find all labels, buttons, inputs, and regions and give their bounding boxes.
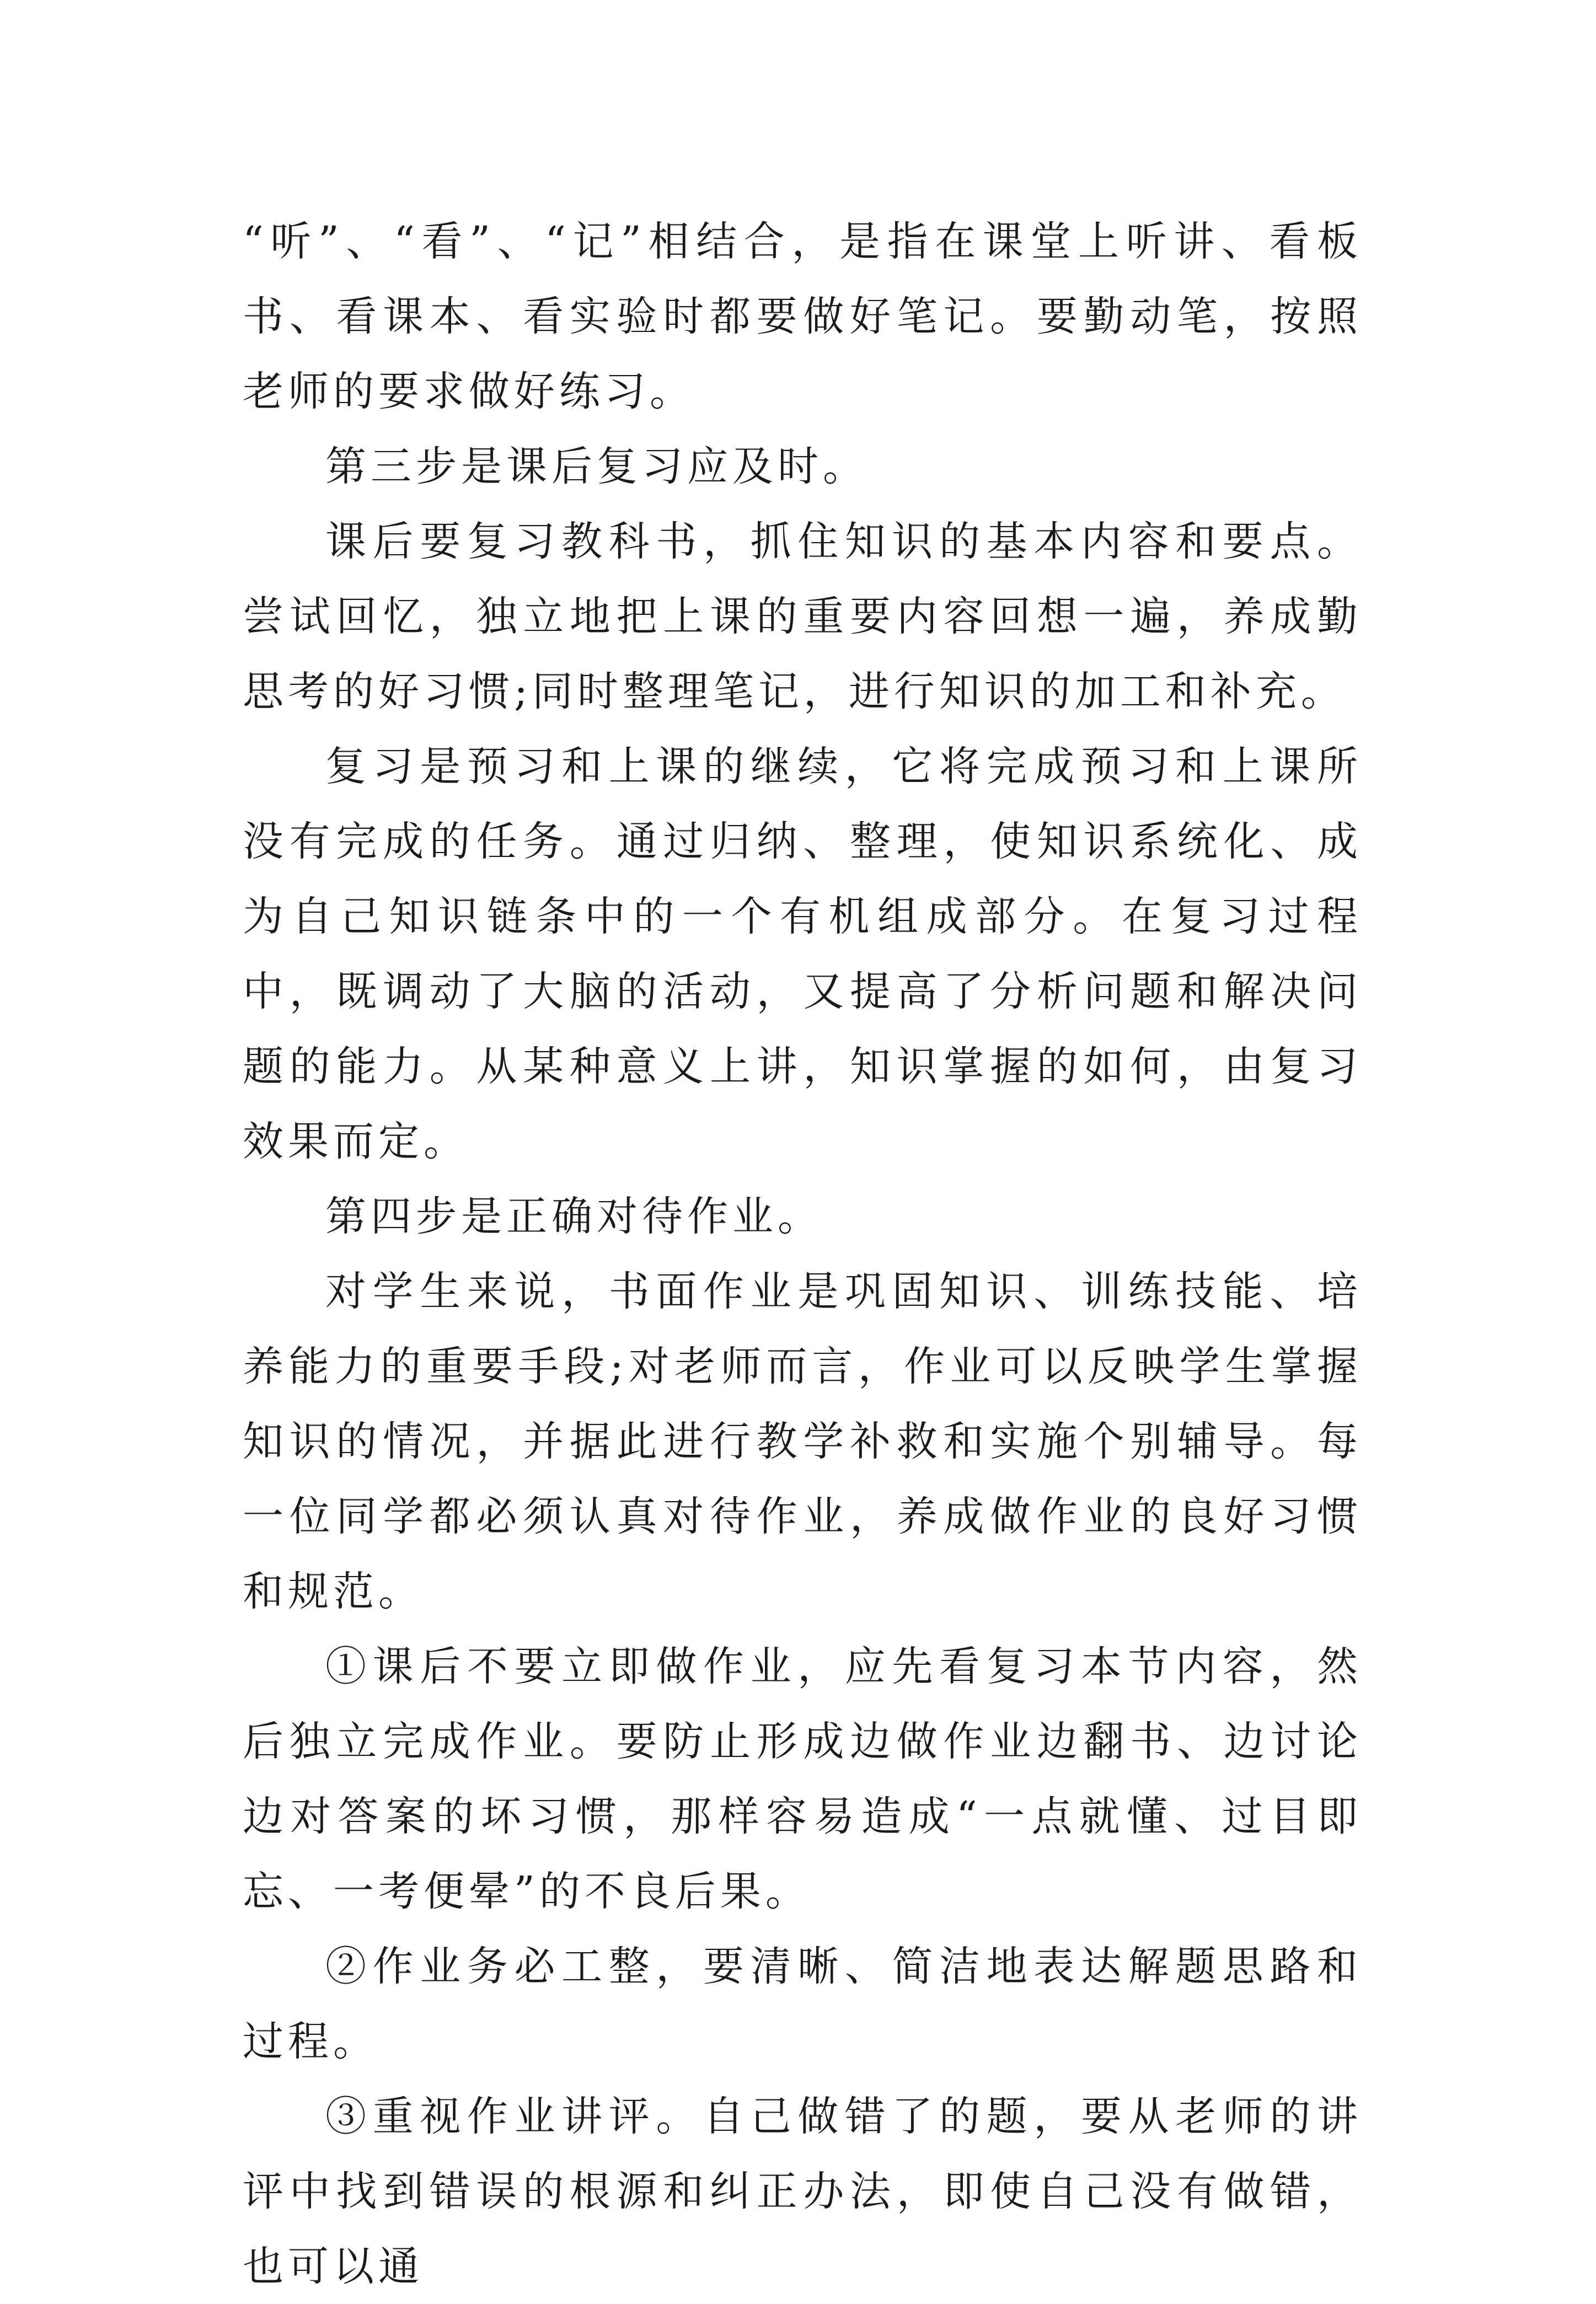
paragraph-4: 复习是预习和上课的继续，它将完成预习和上课所没有完成的任务。通过归纳、整理，使知识系统化、成为自己知识链条中的一个有机组成部分。在复习过程中，既调动了大脑的活动，又提高了分析问题和解决问题的能力。从某种意义上讲，知识掌握的如何，由复习效果而定。 xyxy=(243,743,1362,1165)
document-body xyxy=(243,204,1362,2304)
paragraph-3: 课后要复习教科书，抓住知识的基本内容和要点。尝试回忆，独立地把上课的重要内容回想一遍，养成勤思考的好习惯;同时整理笔记，进行知识的加工和补充。 xyxy=(243,518,1362,715)
paragraph-6: 对学生来说，书面作业是巩固知识、训练技能、培养能力的重要手段;对老师而言，作业可以反映学生掌握知识的情况，并据此进行教学补救和实施个别辅导。每一位同学都必须认真对待作业，养成做作业的良好习惯和规范。 xyxy=(243,1268,1362,1615)
paragraph-5-step-four-heading: 第四步是正确对待作业。 xyxy=(325,1193,823,1240)
paragraph-2-step-three-heading: 第三步是课后复习应及时。 xyxy=(325,443,868,490)
paragraph-7-item-1: ①课后不要立即做作业，应先看复习本节内容，然后独立完成作业。要防止形成边做作业边翻书、边讨论边对答案的坏习惯，那样容易造成“一点就懂、过目即忘、一考便晕”的不良后果。 xyxy=(243,1643,1362,1915)
paragraph-9-item-3: ③重视作业讲评。自己做错了的题，要从老师的讲评中找到错误的根源和纠正办法，即使自己没有做错，也可以通 xyxy=(243,2093,1362,2290)
paragraph-8-item-2: ②作业务必工整，要清晰、简洁地表达解题思路和过程。 xyxy=(243,1943,1362,2065)
paragraph-1: “听”、“看”、“记”相结合，是指在课堂上听讲、看板书、看课本、看实验时都要做好笔记。要勤动笔，按照老师的要求做好练习。 xyxy=(243,218,1362,415)
